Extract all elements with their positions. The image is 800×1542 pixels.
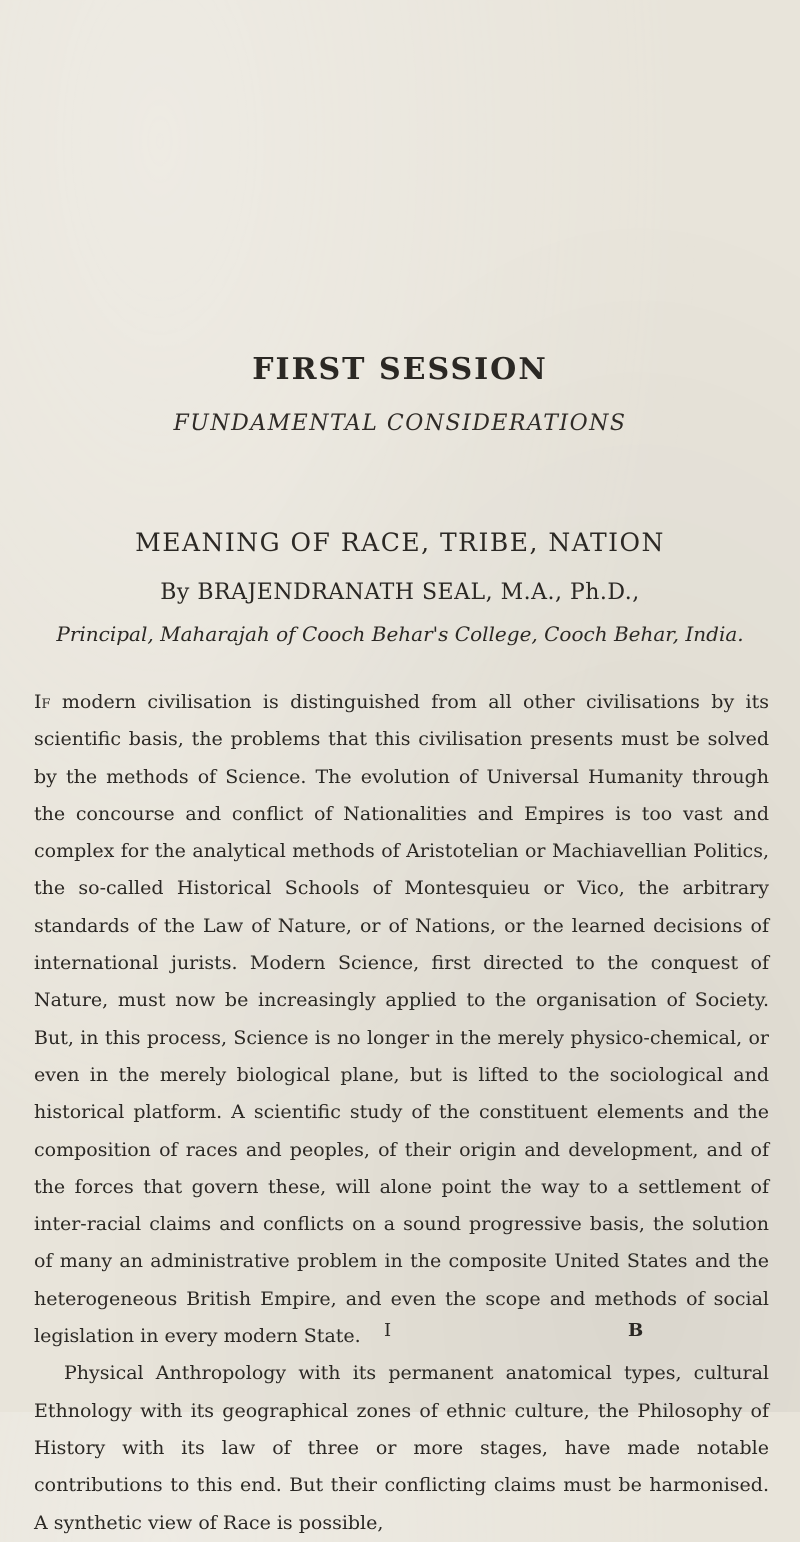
page-number: I [384,1320,392,1341]
byline: By BRAJENDRANATH SEAL, M.A., Ph.D., [160,580,640,605]
article-title: MEANING OF RACE, TRIBE, NATION [135,528,665,557]
signature-mark: B [628,1320,644,1341]
paragraph-2: Physical Anthropology with its permanent anatomical types, cultural Ethnology with its geographical zones of ethnic culture, the Philosophy of History with its law of three or more stages, have made notable contributions to this end. But their conflicting claims must be harmonised. A synthetic view of Race is possible, [34,1362,769,1534]
page-footer [0,1320,800,1350]
session-subtitle: FUNDAMENTAL CONSIDERATIONS [173,411,627,436]
paragraph-1-text: modern civilisation is distinguished from all other civilisations by its scientific basis, the problems that this civilisation presents must be solved by the methods of Science. The evolution of Universal Humanity through the concourse and conflict of Nationalities and Empires is too vast and complex for the analytical methods of Aristotelian or Machiavellian Politics, the so-called Historical Schools of Montesquieu or Vico, the arbitrary standards of the Law of Nature, or of Nations, or the learned decisions of international jurists. Modern Science, first directed to the conquest of Nature, must now be increasingly applied to the organisation of Society. But, in this process, Science is no longer in the merely physico-chemical, or even in the merely biological plane, but is lifted to the sociological and historical platform. A scientific study of the constituent elements and the composition of races and peoples, of their origin and development, and of the forces that govern these, will alone point the way to a settlement of inter-racial claims and conflicts on a sound progressive basis, the solution of many an administrative problem in the composite United States and the heterogeneous British Empire, and even the scope and methods of social legislation in every modern State. [34,691,769,1348]
affiliation: Principal, Maharajah of Cooch Behar's College, Cooch Behar, India. [56,622,744,646]
session-title: FIRST SESSION [252,352,548,387]
paragraph-1 [34,684,769,1355]
paragraph-1-lead: If [34,691,51,713]
article-body [34,684,769,1542]
